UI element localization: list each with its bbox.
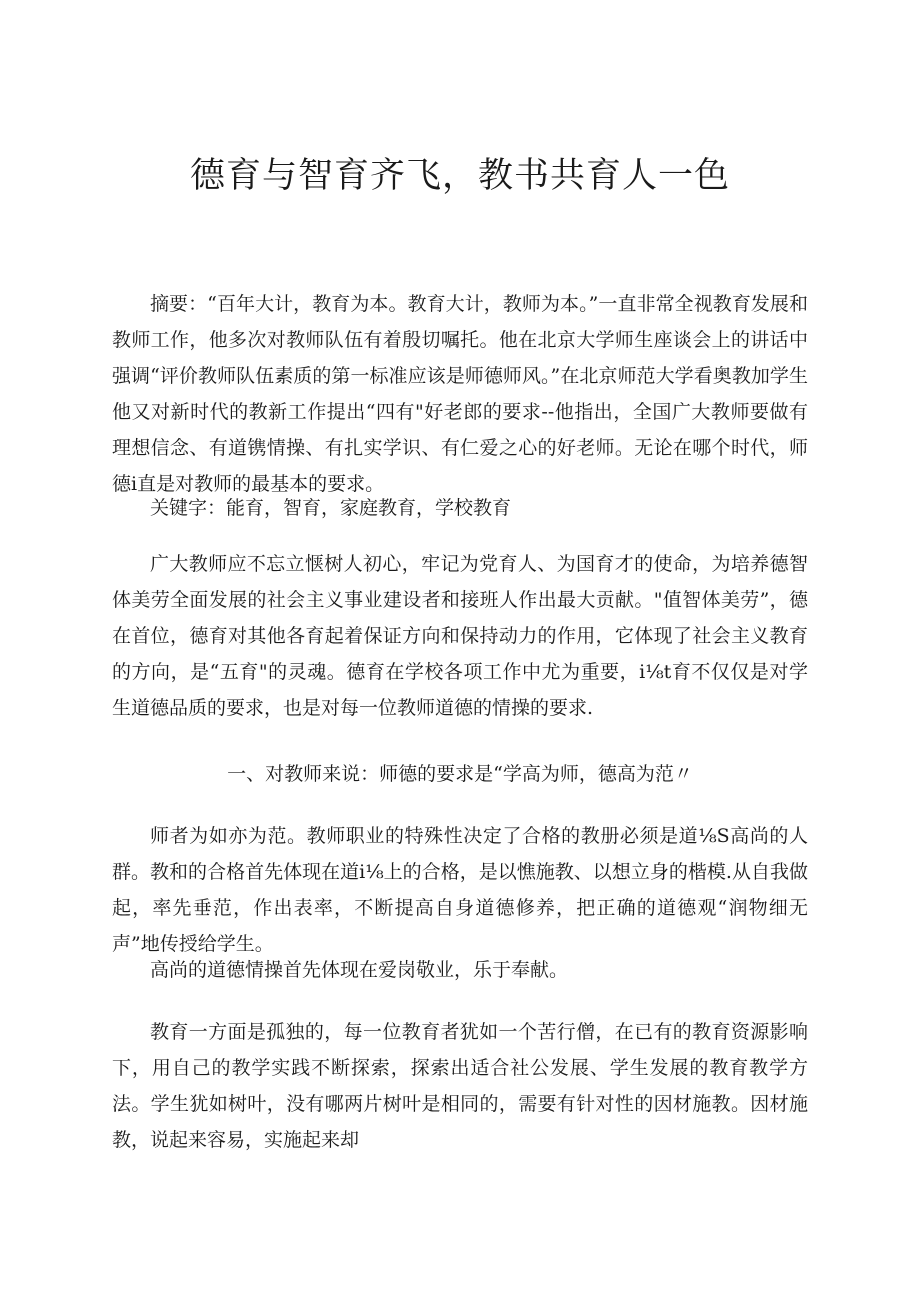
section-heading: 一、对教师来说：师德的要求是“学高为师，德高为范〃 <box>227 763 693 785</box>
body-paragraph: 师者为如亦为范。教师职业的特殊性决定了合格的教册必须是道⅛S高尚的人群。教和的合格首先体现在道i⅛上的合格，是以憔施教、以想立身的楷模.从自我做起，率先垂范，作出表率，不断提高自身道德修养，把正确的道德观“润物细无声”地传授给学生。 <box>112 825 808 955</box>
body-paragraph: 高尚的道德情操首先体现在爱岗敬业，乐于奉献。 <box>150 959 569 981</box>
body-paragraph: 教育一方面是孤独的，每一位教育者犹如一个苦行僧，在已有的教育资源影响下，用自己的教学实践不断探索，探索出适合社公发展、学生发展的教育教学方法。学生犹如树叶，没有哪两片树叶是相同的，需要有针对性的因材施教。因材施教，说起来容易，实施起来却 <box>112 1021 808 1151</box>
intro-paragraph: 广大教师应不忘立惬树人初心，牢记为党育人、为国育才的使命，为培养德智体美劳全面发展的社会主义事业建设者和接班人作出最大贡献。"值智体美劳”，德在首位，德育对其他各育起着保证方向和保持动力的作用，它体现了社会主义教育的方向，是“五育"的灵魂。德育在学校各项工作中尤为重要，i⅛t育不仅仅是对学生道德品质的要求，也是对每一位教师道德的情操的要求. <box>112 553 808 719</box>
document-title: 德育与智育齐飞，教书共育人一色 <box>189 156 730 196</box>
abstract-paragraph: 摘要：“百年大计，教育为本。教育大计，教师为本。”一直非常全视教育发展和教师工作，他多次对教师队伍有着殷切嘱托。他在北京大学师生座谈会上的讲话中强调“评价教师队伍素质的第一标准应该是师德师风。”在北京师范大学看奥教加学生他又对新时代的教新工作提出“四有"好老郎的要求--他指出，全国广大教师要做有理想信念、有道镌情操、有扎实学识、有仁爱之心的好老师。无论在哪个时代，师德i直是对教师的最基本的要求。 <box>112 293 808 495</box>
keywords-paragraph: 关键字：能育，智育，家庭教育，学校教育 <box>150 497 512 519</box>
